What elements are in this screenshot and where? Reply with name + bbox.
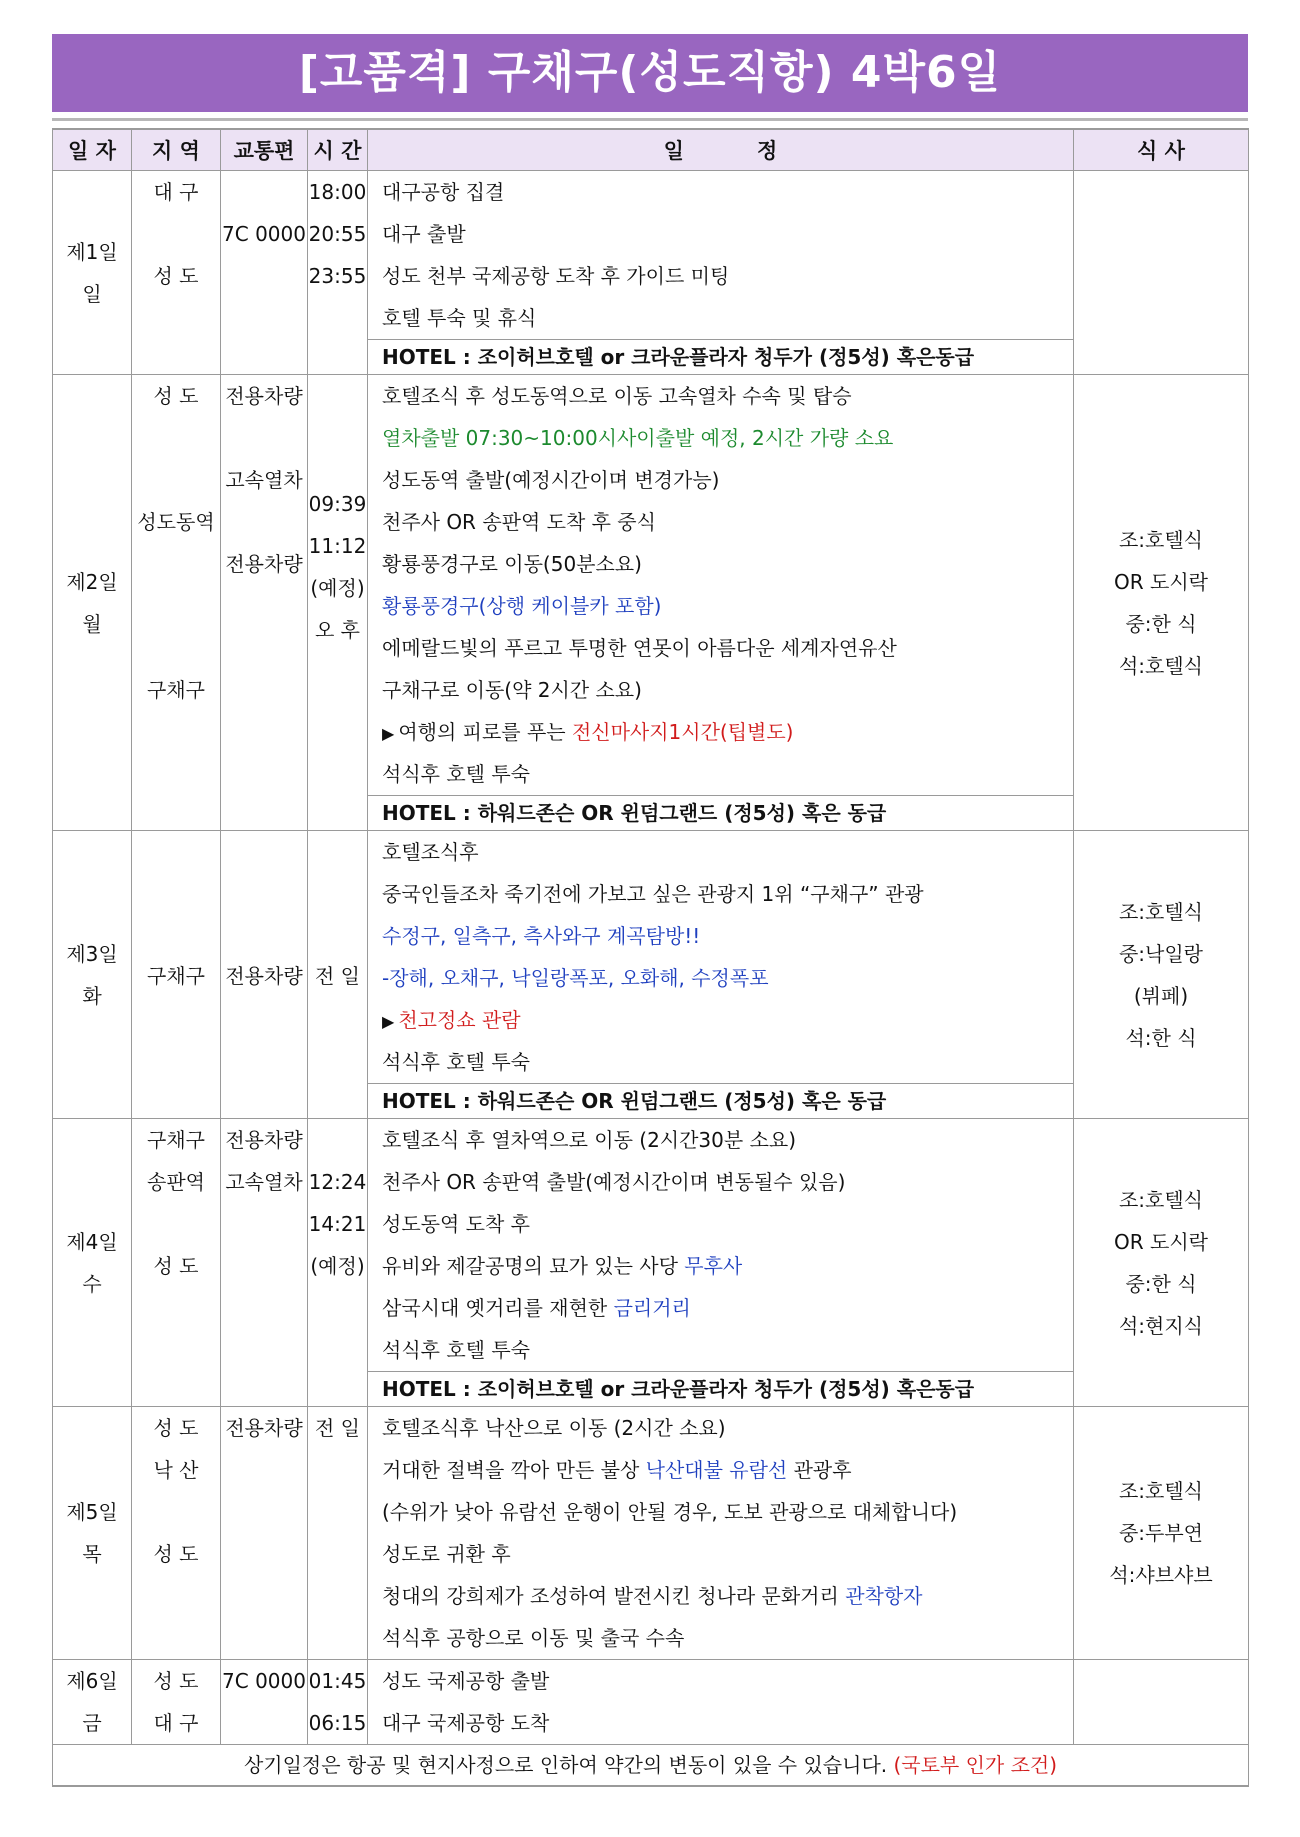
day2-hotel: HOTEL : 하워드존슨 OR 윈덤그랜드 (정5성) 혹은 동급 — [368, 796, 1074, 831]
region-line — [132, 543, 220, 585]
meal-line: OR 도시락 — [1114, 569, 1208, 594]
schedule-line: 성도로 귀환 후 — [382, 1542, 511, 1566]
leshan-highlight: 낙산대불 유람선 — [645, 1458, 788, 1482]
meal-line: 석:한 식 — [1125, 1025, 1197, 1050]
day6-label — [53, 1660, 132, 1745]
transport-line: 전용차량 — [225, 384, 303, 408]
day1-schedule — [368, 171, 1074, 340]
day6-row — [53, 1660, 1249, 1745]
title-divider — [52, 118, 1248, 121]
note-row — [53, 1745, 1249, 1787]
day3-time: 전 일 — [308, 831, 368, 1119]
region-line: 성 도 — [153, 1254, 199, 1278]
schedule-line: 에메랄드빛의 푸르고 투명한 연못이 아름다운 세계자연유산 — [382, 636, 897, 660]
meal-line: 조:호텔식 — [1118, 899, 1204, 924]
time-line: 20:55 — [308, 222, 367, 246]
jinli-highlight: 금리거리 — [613, 1296, 691, 1320]
footnote-highlight: (국토부 인가 조건) — [893, 1753, 1058, 1777]
schedule-line: 황룡풍경구(상행 케이블카 포함) — [382, 594, 662, 618]
transport-line — [221, 171, 307, 213]
schedule-line — [382, 711, 1073, 753]
itinerary-table — [52, 128, 1249, 1787]
schedule-line: 중국인들조차 죽기전에 가보고 싶은 관광지 1위 “구채구” 관광 — [382, 882, 924, 906]
day3-transport: 전용차량 — [221, 831, 308, 1119]
time-line: 14:21 — [308, 1212, 367, 1236]
day3-weekday: 화 — [82, 983, 102, 1008]
schedule-line: 구채구로 이동(약 2시간 소요) — [382, 678, 642, 702]
day1-times — [308, 171, 368, 375]
transport-line: 7C 0000 — [222, 222, 306, 246]
day1-number: 제1일 — [66, 239, 118, 264]
meal-line: 조:호텔식 — [1118, 527, 1204, 552]
day2-number: 제2일 — [66, 569, 118, 594]
meal-line: (뷔페) — [1133, 983, 1189, 1008]
schedule-line: 호텔조식 후 성도동역으로 이동 고속열차 수속 및 탑승 — [382, 384, 852, 408]
region-line — [132, 1203, 220, 1245]
day6-regions — [132, 1660, 221, 1745]
footnote-text: 상기일정은 항공 및 현지사정으로 인하여 약간의 변동이 있을 수 있습니다. — [243, 1753, 894, 1777]
header-row — [53, 129, 1249, 171]
schedule-line: 황룡풍경구로 이동(50분소요) — [382, 552, 642, 576]
region-line — [132, 585, 220, 627]
day5-meal — [1074, 1407, 1249, 1660]
transport-line: 전용차량 — [225, 552, 303, 576]
day5-weekday: 목 — [82, 1542, 102, 1566]
show-highlight: 천고정쇼 관람 — [398, 1008, 521, 1032]
region-line: 구채구 — [147, 678, 205, 702]
schedule-line: 성도동역 도착 후 — [382, 1212, 530, 1236]
day3-number: 제3일 — [66, 941, 118, 966]
time-line: 오 후 — [315, 618, 360, 642]
schedule-line — [382, 999, 1073, 1041]
region-line: 대 구 — [153, 180, 199, 204]
day2-label — [53, 375, 132, 831]
time-line: 18:00 — [308, 180, 367, 204]
wuhou-highlight: 무후사 — [684, 1254, 743, 1278]
day5-number: 제5일 — [66, 1500, 118, 1524]
day4-times — [308, 1119, 368, 1407]
day4-row — [53, 1119, 1249, 1372]
schedule-text: 거대한 절벽을 깍아 만든 불상 — [382, 1458, 646, 1482]
schedule-line: (수위가 낮아 유람선 운행이 안될 경우, 도보 관광으로 대체합니다) — [382, 1500, 958, 1524]
day6-meal — [1074, 1660, 1249, 1745]
day5-schedule — [368, 1407, 1074, 1660]
meal-line: 중:두부연 — [1118, 1521, 1204, 1545]
meal-line: 석:호텔식 — [1118, 653, 1204, 678]
day1-meal — [1074, 171, 1249, 375]
day3-schedule — [368, 831, 1074, 1084]
schedule-line: 천주사 OR 송판역 도착 후 중식 — [382, 510, 656, 534]
schedule-line: 석식후 호텔 투숙 — [382, 1338, 530, 1362]
schedule-line: -장해, 오채구, 낙일랑폭포, 오화해, 수정폭포 — [382, 966, 769, 990]
header-transport: 교통편 — [221, 129, 308, 171]
day3-row — [53, 831, 1249, 1084]
schedule-line: 대구 출발 — [382, 222, 466, 246]
meal-line: OR 도시락 — [1114, 1229, 1208, 1254]
schedule-text: 삼국시대 옛거리를 재현한 — [382, 1296, 614, 1320]
day6-schedule — [368, 1660, 1074, 1745]
region-line — [132, 213, 220, 255]
transport-line: 전용차량 — [225, 1128, 303, 1152]
region-line: 성 도 — [153, 1542, 199, 1566]
schedule-line: 호텔 투숙 및 휴식 — [382, 306, 537, 330]
schedule-line — [382, 1287, 1073, 1329]
time-line: 01:45 — [308, 1669, 367, 1693]
day3-hotel: HOTEL : 하워드존슨 OR 윈덤그랜드 (정5성) 혹은 동급 — [368, 1084, 1074, 1119]
page-title: [고품격] 구채구(성도직항) 4박6일 — [52, 34, 1248, 112]
kuanzhai-highlight: 관착항자 — [845, 1584, 923, 1608]
schedule-line: 대구 국제공항 도착 — [382, 1711, 550, 1735]
schedule-line: 대구공항 집결 — [382, 180, 505, 204]
day2-regions — [132, 375, 221, 831]
time-line: (예정) — [310, 576, 365, 600]
region-line: 성 도 — [153, 1669, 199, 1693]
day3-region: 구채구 — [132, 831, 221, 1119]
header-day: 일 자 — [53, 129, 132, 171]
header-region: 지 역 — [132, 129, 221, 171]
region-line: 성 도 — [153, 264, 199, 288]
schedule-line: 열차출발 07:30~10:00시사이출발 예정, 2시간 가량 소요 — [382, 426, 894, 450]
day3-meal — [1074, 831, 1249, 1119]
time-line — [308, 1119, 367, 1161]
schedule-line: 성도 천부 국제공항 도착 후 가이드 미팅 — [382, 264, 730, 288]
time-line — [308, 399, 367, 441]
day1-regions — [132, 171, 221, 375]
day5-times — [308, 1407, 368, 1660]
region-line: 낙 산 — [153, 1458, 199, 1482]
day4-schedule — [368, 1119, 1074, 1372]
day2-schedule — [368, 375, 1074, 796]
schedule-text: 청대의 강희제가 조성하여 발전시킨 청나라 문화거리 — [382, 1584, 846, 1608]
day2-weekday: 월 — [82, 611, 102, 636]
day1-weekday: 일 — [82, 281, 102, 306]
header-meal: 식 사 — [1074, 129, 1249, 171]
schedule-line: 석식후 공항으로 이동 및 출국 수속 — [382, 1626, 685, 1650]
schedule-line: 천주사 OR 송판역 출발(예정시간이며 변동될수 있음) — [382, 1170, 846, 1194]
region-line: 대 구 — [153, 1711, 199, 1735]
region-line: 송판역 — [147, 1170, 205, 1194]
day1-row — [53, 171, 1249, 340]
day2-times — [308, 375, 368, 831]
transport-line: 7C 0000 — [222, 1669, 306, 1693]
schedule-line: 성도 국제공항 출발 — [382, 1669, 550, 1693]
time-line — [308, 441, 367, 483]
region-line — [132, 1491, 220, 1533]
day1-transport — [221, 171, 308, 375]
meal-line: 조:호텔식 — [1118, 1187, 1204, 1212]
day1-hotel: HOTEL : 조이허브호텔 or 크라운플라자 청두가 (정5성) 혹은동급 — [368, 340, 1074, 375]
schedule-line: 석식후 호텔 투숙 — [382, 1050, 530, 1074]
header-schedule: 일 정 — [368, 129, 1074, 171]
day5-row — [53, 1407, 1249, 1660]
schedule-text: 유비와 제갈공명의 묘가 있는 사당 — [382, 1254, 685, 1278]
transport-line: 고속열차 — [225, 1170, 303, 1194]
region-line: 성 도 — [153, 1416, 199, 1440]
time-line: 23:55 — [308, 264, 367, 288]
schedule-line: 석식후 호텔 투숙 — [382, 762, 530, 786]
day2-row — [53, 375, 1249, 796]
schedule-line: 성도동역 출발(예정시간이며 변경가능) — [382, 468, 720, 492]
footnote — [53, 1745, 1249, 1787]
arrow-icon: ▶ — [382, 724, 395, 743]
day4-number: 제4일 — [66, 1229, 118, 1254]
schedule-line: 호텔조식후 낙산으로 이동 (2시간 소요) — [382, 1416, 726, 1440]
meal-line: 석:샤브샤브 — [1109, 1563, 1213, 1587]
day5-transport — [221, 1407, 308, 1660]
day6-transport — [221, 1660, 308, 1745]
schedule-line — [382, 1449, 1073, 1491]
region-line: 성도동역 — [137, 510, 215, 534]
schedule-line — [382, 1575, 1073, 1617]
time-line: 06:15 — [308, 1711, 367, 1735]
region-line: 구채구 — [147, 1128, 205, 1152]
region-line — [132, 459, 220, 501]
arrow-icon: ▶ — [382, 1012, 395, 1031]
time-line: 전 일 — [315, 1416, 360, 1440]
day4-meal — [1074, 1119, 1249, 1407]
day3-label — [53, 831, 132, 1119]
day4-regions — [132, 1119, 221, 1407]
day6-times — [308, 1660, 368, 1745]
schedule-text: 여행의 피로를 푸는 — [398, 720, 572, 744]
schedule-text: 관광후 — [787, 1458, 852, 1482]
transport-line — [221, 1702, 307, 1744]
day5-regions — [132, 1407, 221, 1660]
day4-label — [53, 1119, 132, 1407]
meal-line: 중:한 식 — [1125, 1271, 1197, 1296]
time-line: (예정) — [310, 1254, 365, 1278]
region-line — [132, 627, 220, 669]
day2-meal — [1074, 375, 1249, 831]
schedule-line: 호텔조식 후 열차역으로 이동 (2시간30분 소요) — [382, 1128, 797, 1152]
day6-weekday: 금 — [82, 1711, 102, 1735]
transport-line: 전용차량 — [225, 1416, 303, 1440]
transport-line: 고속열차 — [225, 468, 303, 492]
meal-line: 중:한 식 — [1125, 611, 1197, 636]
time-line: 09:39 — [308, 492, 367, 516]
region-line — [132, 297, 220, 339]
transport-line — [221, 501, 307, 543]
day6-number: 제6일 — [66, 1669, 118, 1693]
meal-line: 중:낙일랑 — [1118, 941, 1204, 966]
time-line: 11:12 — [308, 534, 367, 558]
day4-transport — [221, 1119, 308, 1407]
day5-label — [53, 1407, 132, 1660]
time-line: 12:24 — [308, 1170, 367, 1194]
day1-label — [53, 171, 132, 375]
schedule-line: 호텔조식후 — [382, 840, 479, 864]
massage-highlight: 전신마사지1시간(팁별도) — [571, 720, 794, 744]
meal-line: 석:현지식 — [1118, 1313, 1204, 1338]
transport-line — [221, 417, 307, 459]
schedule-line — [382, 1245, 1073, 1287]
day4-weekday: 수 — [82, 1271, 102, 1296]
schedule-line: 수정구, 일측구, 측사와구 계곡탐방!! — [382, 924, 701, 948]
day4-hotel: HOTEL : 조이허브호텔 or 크라운플라자 청두가 (정5성) 혹은동급 — [368, 1372, 1074, 1407]
meal-line: 조:호텔식 — [1118, 1479, 1204, 1503]
header-time: 시 간 — [308, 129, 368, 171]
region-line — [132, 417, 220, 459]
day2-transport — [221, 375, 308, 831]
region-line: 성 도 — [153, 384, 199, 408]
